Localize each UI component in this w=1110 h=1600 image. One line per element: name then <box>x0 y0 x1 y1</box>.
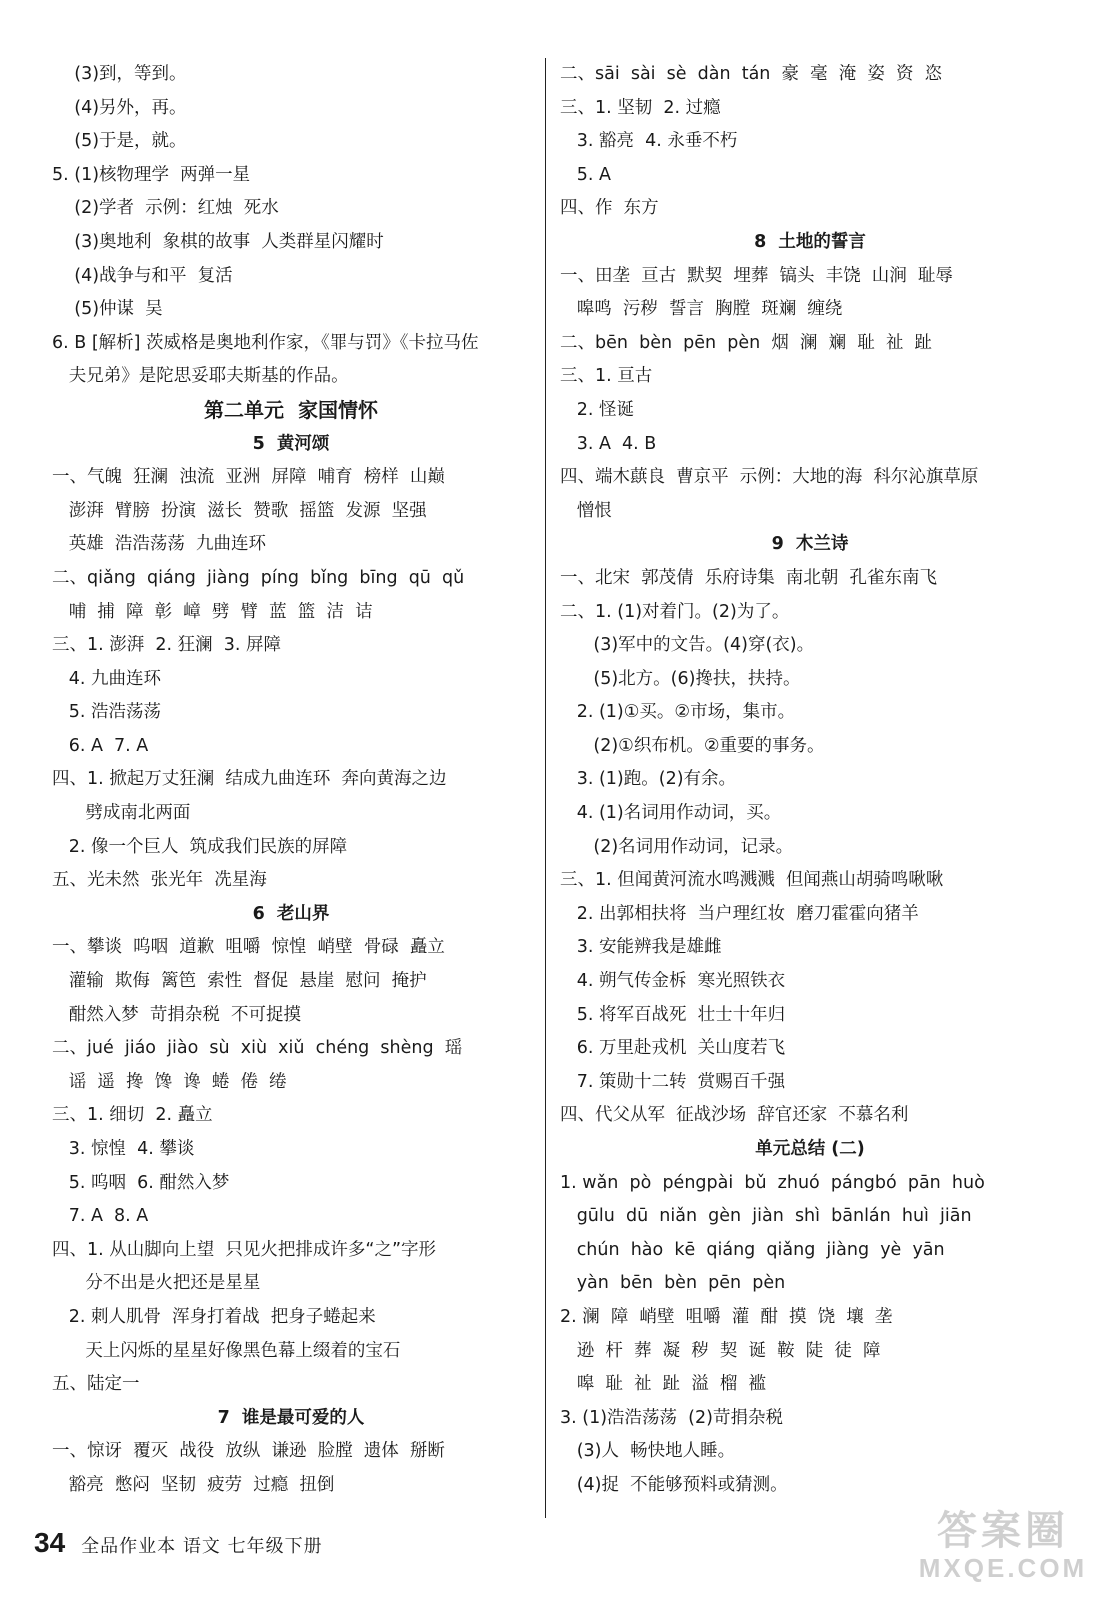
answer-line: 嗥鸣 污秽 誓言 胸膛 斑斓 缠绕 <box>560 299 843 320</box>
page-number: 34 <box>34 1527 66 1558</box>
watermark-text-bottom: MXQE.COM <box>918 1552 1088 1583</box>
answer-line: 6. A 7. A <box>52 735 149 756</box>
answer-line: 三、1. 细切 2. 矗立 <box>52 1105 213 1126</box>
answer-line: 5. 将军百战死 壮士十年归 <box>560 1004 786 1025</box>
answer-line: 灌输 欺侮 篱笆 索性 督促 悬崖 慰问 掩护 <box>52 971 427 992</box>
answer-line: 4. 九曲连环 <box>52 668 161 689</box>
answer-line: (3)到，等到。 <box>52 64 187 84</box>
answer-line: 3. (1)跑。(2)有余。 <box>560 769 737 790</box>
answer-line: (5)仲谋 吴 <box>52 299 163 320</box>
answer-line: 3. 豁亮 4. 永垂不朽 <box>560 131 738 152</box>
answer-line: (4)另外，再。 <box>52 97 187 118</box>
answer-line: 三、1. 坚韧 2. 过瘾 <box>560 97 721 118</box>
section-heading: 第二单元 家国情怀 <box>204 397 378 422</box>
answer-line: 2. (1)①买。②市场，集市。 <box>560 702 796 723</box>
answer-line: 5. 呜咽 6. 酣然入梦 <box>52 1172 230 1193</box>
answer-line: 2. 出郭相扶将 当户理红妆 磨刀霍霍向猪羊 <box>560 903 919 924</box>
section-heading: 9 木兰诗 <box>771 534 849 555</box>
answer-line: 分不出是火把还是星星 <box>52 1273 261 1294</box>
answer-line: 三、1. 但闻黄河流水鸣溅溅 但闻燕山胡骑鸣啾啾 <box>560 870 944 891</box>
answer-line: 二、1. (1)对着门。(2)为了。 <box>560 601 790 622</box>
section-heading: 单元总结 (二) <box>755 1139 865 1159</box>
answer-line: 四、1. 掀起万丈狂澜 结成九曲连环 奔向黄海之边 <box>52 769 447 790</box>
answer-line: gūlu dū niǎn gèn jiàn shì bānlán huì jiān <box>560 1206 972 1227</box>
answer-line: (2)名词用作动词，记录。 <box>560 836 794 857</box>
answer-line: 4. (1)名词用作动词，买。 <box>560 803 782 824</box>
answer-line: 一、田垄 亘古 默契 埋葬 镐头 丰饶 山涧 耻辱 <box>560 265 953 286</box>
answer-line: (2)学者 示例：红烛 死水 <box>52 198 279 219</box>
answer-line: 谣 遥 搀 馋 谗 蜷 倦 绻 <box>52 1071 287 1092</box>
answer-line: 4. 朔气传金柝 寒光照铁衣 <box>560 971 786 992</box>
answer-line: (2)①织布机。②重要的事务。 <box>560 735 825 756</box>
answer-line: 二、sāi sài sè dàn tán 豪 毫 淹 姿 资 恣 <box>560 64 943 84</box>
answer-line: 二、bēn bèn pēn pèn 烟 澜 斓 耻 祉 趾 <box>560 332 932 353</box>
answer-line: 三、1. 澎湃 2. 狂澜 3. 屏障 <box>52 635 282 656</box>
answer-line: (4)战争与和平 复活 <box>52 265 233 286</box>
answer-line: 6. B [解析] 茨威格是奥地利作家，《罪与罚》《卡拉马佐 <box>52 332 479 353</box>
section-heading: 8 土地的誓言 <box>754 231 866 252</box>
answer-line: 3. 安能辨我是雄雌 <box>560 937 722 958</box>
watermark-text-top: 答案圈 <box>937 1507 1069 1554</box>
answer-line: 四、1. 从山脚向上望 只见火把排成许多“之”字形 <box>52 1239 437 1260</box>
answer-line: 2. 像一个巨人 筑成我们民族的屏障 <box>52 836 348 857</box>
answer-line: 二、qiǎng qiáng jiàng píng bǐng bīng qū qǔ <box>52 567 465 588</box>
answer-line: 2. 澜 障 峭壁 咀嚼 灌 酣 摸 饶 壤 垄 <box>560 1306 893 1327</box>
answer-line: 5. A <box>560 164 611 185</box>
answer-line: 3. A 4. B <box>560 433 657 454</box>
answer-line: 一、北宋 郭茂倩 乐府诗集 南北朝 孔雀东南飞 <box>560 567 938 588</box>
answer-line: 二、jué jiáo jiào sù xiù xiǔ chéng shèng 瑶 <box>52 1038 463 1059</box>
answer-line: 5. 浩浩荡荡 <box>52 702 161 723</box>
answer-line: 3. 惊惶 4. 攀谈 <box>52 1139 195 1159</box>
book-title: 全品作业本 语文 七年级下册 <box>81 1536 323 1557</box>
answer-line: (3)人 畅快地人睡。 <box>560 1441 736 1462</box>
answer-line: 四、代父从军 征战沙场 辞官还家 不慕名利 <box>560 1105 909 1126</box>
answer-line: 天上闪烁的星星好像黑色幕上缀着的宝石 <box>52 1340 401 1361</box>
answer-line: 豁亮 憋闷 坚韧 疲劳 过瘾 扭倒 <box>52 1474 335 1495</box>
answer-line: 四、作 东方 <box>560 198 659 219</box>
answer-line: 2. 刺人肌骨 浑身打着战 把身子蜷起来 <box>52 1306 376 1327</box>
answer-line: chún hào kē qiáng qiǎng jiàng yè yān <box>560 1239 945 1260</box>
answer-line: 嗥 耻 祉 趾 溢 榴 褴 <box>560 1374 766 1395</box>
answer-line: (3)奥地利 象棋的故事 人类群星闪耀时 <box>52 231 384 252</box>
answer-line: 3. (1)浩浩荡荡 (2)苛捐杂税 <box>560 1407 783 1428</box>
answer-line: 6. 万里赴戎机 关山度若飞 <box>560 1038 786 1059</box>
answer-line: 五、陆定一 <box>52 1374 140 1395</box>
answer-line: 三、1. 亘古 <box>560 366 653 387</box>
section-heading: 7 谁是最可爱的人 <box>217 1407 365 1428</box>
answer-line: yàn bēn bèn pēn pèn <box>560 1273 786 1294</box>
answer-line: 2. 怪诞 <box>560 399 634 420</box>
answer-line: 五、光未然 张光年 冼星海 <box>52 870 267 891</box>
answer-line: (5)北方。(6)搀扶，扶持。 <box>560 668 801 689</box>
answer-line: 英雄 浩浩荡荡 九曲连环 <box>52 534 266 555</box>
answer-line: 1. wǎn pò péngpài bǔ zhuó pángbó pān huò <box>560 1172 985 1193</box>
section-heading: 5 黄河颂 <box>252 433 330 454</box>
answer-line: 一、气魄 狂澜 浊流 亚洲 屏障 哺育 榜样 山巅 <box>52 467 445 488</box>
answer-line: 5. (1)核物理学 两弹一星 <box>52 164 251 185</box>
answer-line: 澎湃 臂膀 扮演 滋长 赞歌 摇篮 发源 坚强 <box>52 500 427 521</box>
answer-line: 四、端木蕻良 曹京平 示例：大地的海 科尔沁旗草原 <box>560 467 979 488</box>
page-footer <box>34 1527 323 1561</box>
answer-line: 7. 策勋十二转 赏赐百千强 <box>560 1071 786 1092</box>
right-column <box>560 58 1060 1503</box>
answer-line: (5)于是，就。 <box>52 131 187 152</box>
answer-line: 夫兄弟》是陀思妥耶夫斯基的作品。 <box>52 366 349 387</box>
answer-line: 7. A 8. A <box>52 1206 149 1227</box>
answer-line: (3)军中的文告。(4)穿(衣)。 <box>560 635 815 656</box>
section-heading: 6 老山界 <box>252 903 330 924</box>
column-divider <box>545 58 546 1518</box>
answer-line: 一、惊讶 覆灭 战役 放纵 谦逊 脸膛 遗体 掰断 <box>52 1441 445 1462</box>
answer-line: 逊 杆 葬 凝 秽 契 诞 鞍 陡 徒 障 <box>560 1340 881 1361</box>
answer-line: 憎恨 <box>560 500 612 521</box>
left-column <box>52 58 530 1503</box>
answer-line: 一、攀谈 呜咽 道歉 咀嚼 惊惶 峭壁 骨碌 矗立 <box>52 937 445 958</box>
watermark-logo <box>908 1500 1098 1592</box>
answer-line: (4)捉 不能够预料或猜测。 <box>560 1474 788 1495</box>
answer-line: 劈成南北两面 <box>52 803 191 824</box>
answer-line: 哺 捕 障 彰 嶂 劈 臂 蓝 篮 洁 诘 <box>52 601 373 622</box>
answer-line: 酣然入梦 苛捐杂税 不可捉摸 <box>52 1004 301 1025</box>
